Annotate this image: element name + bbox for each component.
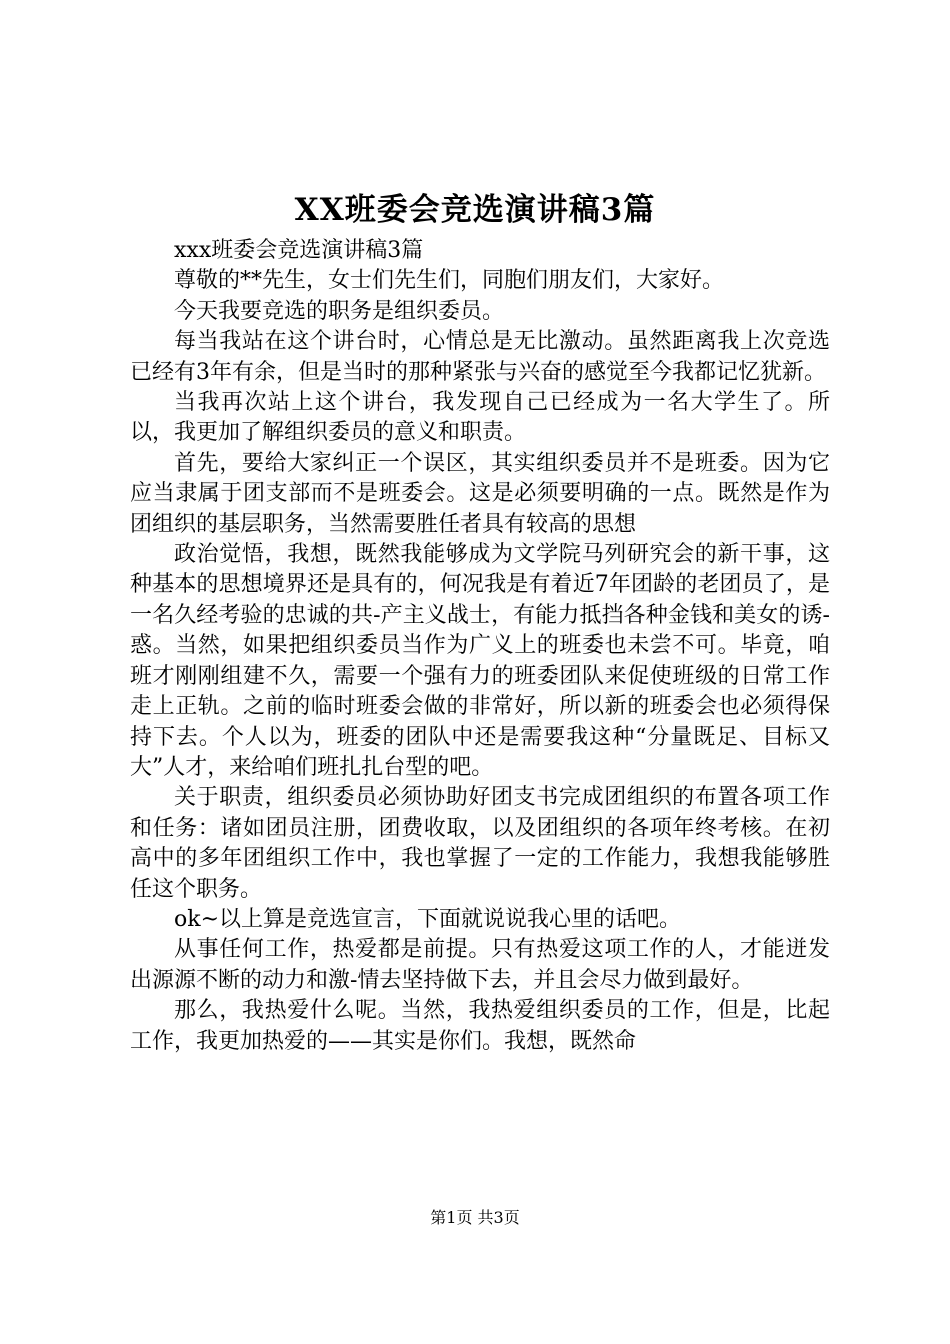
page-number-footer: 第1页 共3页 (430, 1208, 520, 1227)
paragraph: 当我再次站上这个讲台，我发现自己已经成为一名大学生了。所以，我更加了解组织委员的意义和职责。 (130, 390, 830, 446)
document-body (130, 236, 830, 1057)
paragraph: xxx班委会竞选演讲稿3篇 (174, 238, 424, 263)
paragraph: ok~以上算是竞选宣言，下面就说说我心里的话吧。 (174, 906, 682, 932)
paragraph: 尊敬的**先生，女士们先生们，同胞们朋友们，大家好。 (174, 268, 725, 294)
document-title: XX班委会竞选演讲稿3篇 (294, 192, 656, 228)
paragraph: 那么，我热爱什么呢。当然，我热爱组织委员的工作，但是，比起工作，我更加热爱的——其实是你们。我想，既然命 (130, 998, 830, 1054)
paragraph: 每当我站在这个讲台时，心情总是无比激动。虽然距离我上次竞选已经有3年有余，但是当时的那种紧张与兴奋的感觉至今我都记忆犹新。 (130, 329, 830, 385)
paragraph: 关于职责，组织委员必须协助好团支书完成团组织的布置各项工作和任务：诸如团员注册，团费收取，以及团组织的各项年终考核。在初高中的多年团组织工作中，我也掌握了一定的工作能力，我想我能够胜任这个职务。 (130, 785, 830, 902)
paragraph: 政治觉悟，我想，既然我能够成为文学院马列研究会的新干事，这种基本的思想境界还是具有的，何况我是有着近7年团龄的老团员了，是一名久经考验的忠诚的共-产主义战士，有能力抵挡各种金钱和美女的诱-惑。当然，如果把组织委员当作为广义上的班委也未尝不可。毕竟，咱班才刚刚组建不久，需要一个强有力的班委团队来促使班级的日常工作走上正轨。之前的临时班委会做的非常好，所以新的班委会也必须得保持下去。个人以为，班委的团队中还是需要我这种“分量既足、目标又大”人才，来给咱们班扎扎台型的吧。 (130, 542, 830, 780)
paragraph: 从事任何工作，热爱都是前提。只有热爱这项工作的人，才能迸发出源源不断的动力和激-情去坚持做下去，并且会尽力做到最好。 (130, 937, 830, 993)
paragraph: 今天我要竞选的职务是组织委员。 (174, 298, 505, 324)
paragraph: 首先，要给大家纠正一个误区，其实组织委员并不是班委。因为它应当隶属于团支部而不是班委会。这是必须要明确的一点。既然是作为团组织的基层职务，当然需要胜任者具有较高的思想 (130, 450, 830, 537)
